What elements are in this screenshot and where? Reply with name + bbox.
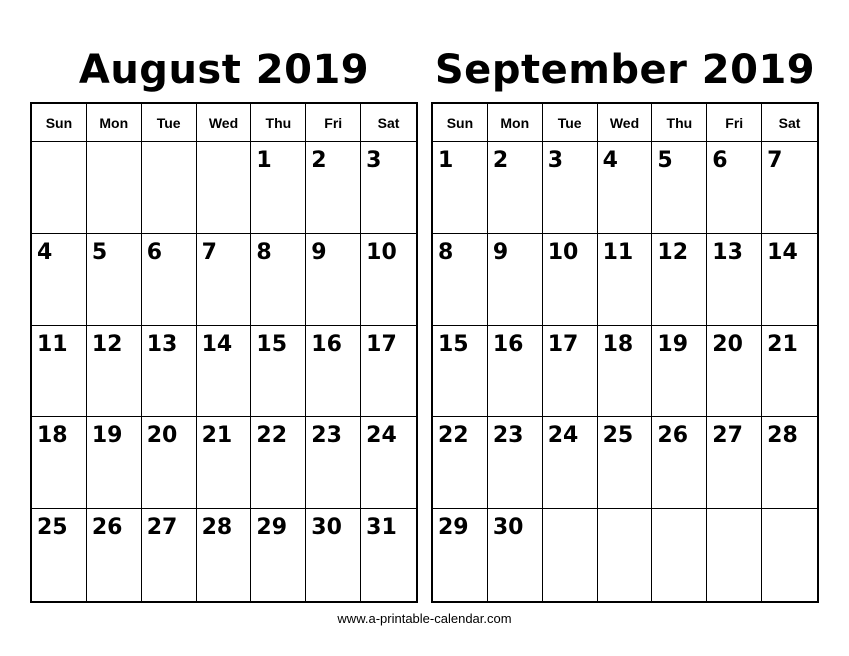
day-cell <box>251 234 306 326</box>
day-cell <box>707 326 762 418</box>
day-number: 29 <box>256 515 288 541</box>
weekday-header: Fri <box>707 104 762 142</box>
day-cell <box>142 234 197 326</box>
day-cell <box>543 326 598 418</box>
day-number: 10 <box>547 239 579 265</box>
day-number: 6 <box>146 239 163 265</box>
day-number: 2 <box>492 148 509 173</box>
day-cell <box>762 417 817 509</box>
empty-day-cell <box>32 142 87 234</box>
day-number: 9 <box>492 239 509 265</box>
day-cell <box>361 234 416 326</box>
day-cell <box>32 417 87 509</box>
day-cell <box>433 326 488 418</box>
day-number: 15 <box>438 331 469 357</box>
day-number: 25 <box>602 423 634 449</box>
weekday-header: Sun <box>32 104 87 142</box>
day-number: 4 <box>37 239 53 265</box>
weekday-header: Mon <box>87 104 142 142</box>
day-cell <box>32 326 87 418</box>
day-cell <box>306 417 361 509</box>
day-number: 6 <box>712 148 728 173</box>
weekday-header: Mon <box>488 104 543 142</box>
day-cell <box>197 234 252 326</box>
day-number: 2 <box>311 148 327 173</box>
day-cell <box>598 142 653 234</box>
day-number: 21 <box>767 331 798 357</box>
day-cell <box>762 326 817 418</box>
footer-url: www.a-printable-calendar.com <box>337 611 512 626</box>
day-cell <box>433 509 488 601</box>
weekday-header: Fri <box>306 104 361 142</box>
day-number: 5 <box>657 148 673 173</box>
month-title: September 2019 <box>434 47 816 93</box>
empty-day-cell <box>142 142 197 234</box>
day-cell <box>707 142 762 234</box>
day-cell <box>251 509 306 601</box>
day-cell <box>488 326 543 418</box>
day-cell <box>543 234 598 326</box>
day-cell <box>306 326 361 418</box>
day-number: 27 <box>146 515 178 541</box>
day-cell <box>543 417 598 509</box>
weekday-header: Sat <box>361 104 416 142</box>
weekday-header: Thu <box>652 104 707 142</box>
day-number: 26 <box>657 423 689 449</box>
day-number: 3 <box>366 148 382 173</box>
empty-day-cell <box>707 509 762 601</box>
empty-day-cell <box>543 509 598 601</box>
day-number: 20 <box>712 331 743 357</box>
day-cell <box>87 326 142 418</box>
month-title: August 2019 <box>78 47 370 93</box>
day-number: 4 <box>602 148 618 173</box>
day-cell <box>652 417 707 509</box>
day-number: 20 <box>146 423 178 449</box>
day-number: 16 <box>492 331 524 357</box>
day-number: 23 <box>492 423 524 449</box>
day-number: 13 <box>712 239 743 265</box>
day-cell <box>32 234 87 326</box>
day-number: 22 <box>438 423 469 449</box>
weekday-header: Thu <box>251 104 306 142</box>
day-number: 14 <box>201 331 233 357</box>
day-number: 17 <box>366 331 397 357</box>
empty-day-cell <box>87 142 142 234</box>
weekday-header: Tue <box>142 104 197 142</box>
day-cell <box>142 326 197 418</box>
empty-day-cell <box>762 509 817 601</box>
day-number: 21 <box>201 423 233 449</box>
day-number: 16 <box>311 331 342 357</box>
day-cell <box>707 417 762 509</box>
weekday-header: Wed <box>598 104 653 142</box>
day-number: 30 <box>492 515 524 541</box>
day-cell <box>707 234 762 326</box>
day-number: 1 <box>438 148 454 173</box>
day-number: 18 <box>37 423 68 449</box>
day-cell <box>433 142 488 234</box>
day-number: 17 <box>547 331 579 357</box>
day-number: 24 <box>547 423 579 449</box>
day-number: 5 <box>91 239 108 265</box>
day-cell <box>652 326 707 418</box>
day-number: 11 <box>37 331 68 357</box>
day-number: 8 <box>438 239 454 265</box>
day-number: 11 <box>602 239 634 265</box>
day-cell <box>652 142 707 234</box>
day-cell <box>306 509 361 601</box>
day-cell <box>251 417 306 509</box>
day-number: 15 <box>256 331 288 357</box>
day-cell <box>142 509 197 601</box>
day-number: 22 <box>256 423 288 449</box>
day-cell <box>488 142 543 234</box>
day-cell <box>488 509 543 601</box>
day-cell <box>488 417 543 509</box>
day-cell <box>433 417 488 509</box>
day-number: 28 <box>201 515 233 541</box>
day-number: 29 <box>438 515 469 541</box>
day-cell <box>87 234 142 326</box>
weekday-header: Tue <box>543 104 598 142</box>
day-cell <box>197 326 252 418</box>
day-number: 23 <box>311 423 342 449</box>
day-cell <box>306 142 361 234</box>
day-cell <box>197 509 252 601</box>
day-cell <box>197 417 252 509</box>
day-number: 9 <box>311 239 327 265</box>
day-cell <box>762 234 817 326</box>
weekday-header: Sun <box>433 104 488 142</box>
day-cell <box>652 234 707 326</box>
day-number: 19 <box>91 423 123 449</box>
day-number: 1 <box>256 148 272 173</box>
day-cell <box>251 326 306 418</box>
day-number: 13 <box>146 331 178 357</box>
day-cell <box>598 326 653 418</box>
day-number: 12 <box>657 239 689 265</box>
day-number: 12 <box>91 331 123 357</box>
day-cell <box>32 509 87 601</box>
empty-day-cell <box>598 509 653 601</box>
day-number: 14 <box>767 239 798 265</box>
month-grid <box>431 102 819 603</box>
day-number: 26 <box>91 515 123 541</box>
day-cell <box>361 326 416 418</box>
day-cell <box>598 234 653 326</box>
day-number: 28 <box>767 423 798 449</box>
day-number: 30 <box>311 515 342 541</box>
day-number: 19 <box>657 331 689 357</box>
empty-day-cell <box>652 509 707 601</box>
day-number: 8 <box>256 239 272 265</box>
weekday-header: Sat <box>762 104 817 142</box>
day-cell <box>306 234 361 326</box>
day-cell <box>543 142 598 234</box>
day-number: 3 <box>547 148 564 173</box>
day-cell <box>251 142 306 234</box>
day-cell <box>142 417 197 509</box>
day-number: 18 <box>602 331 634 357</box>
weekday-header: Wed <box>197 104 252 142</box>
day-number: 7 <box>767 148 783 173</box>
day-cell <box>488 234 543 326</box>
day-cell <box>361 142 416 234</box>
day-cell <box>433 234 488 326</box>
day-cell <box>87 509 142 601</box>
day-number: 25 <box>37 515 68 541</box>
day-cell <box>598 417 653 509</box>
day-number: 7 <box>201 239 217 265</box>
day-number: 27 <box>712 423 743 449</box>
day-cell <box>87 417 142 509</box>
day-cell <box>361 509 416 601</box>
day-number: 31 <box>366 515 397 541</box>
day-cell <box>762 142 817 234</box>
day-number: 10 <box>366 239 397 265</box>
day-cell <box>361 417 416 509</box>
day-number: 24 <box>366 423 397 449</box>
empty-day-cell <box>197 142 252 234</box>
month-grid <box>30 102 418 603</box>
